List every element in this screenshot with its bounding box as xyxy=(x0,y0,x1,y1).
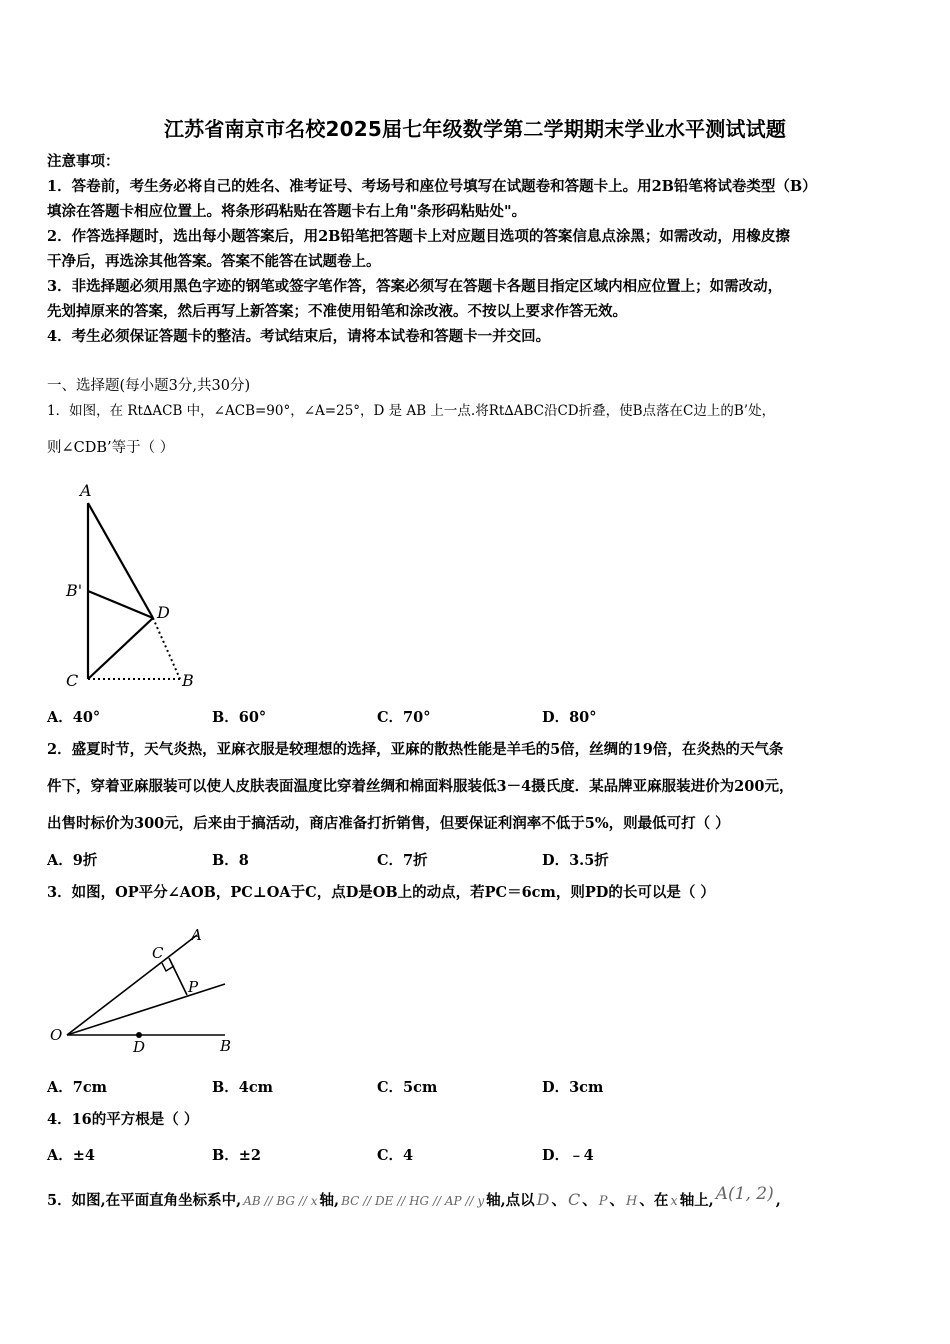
label-C: C xyxy=(152,944,164,962)
label-C: C xyxy=(66,671,79,690)
q1-option-d: D．80° xyxy=(542,709,597,726)
label-A: A xyxy=(80,481,92,500)
q5-math: C xyxy=(568,1190,581,1209)
q5-text: 、 xyxy=(551,1192,566,1209)
notice-line: 1．答卷前，考生务必将自己的姓名、准考证号、考场号和座位号填写在试题卷和答题卡上。用2B铅笔将试卷类型（B） xyxy=(47,178,817,195)
notice-line: 4．考生必须保证答题卡的整洁。考试结束后，请将本试卷和答题卡一并交回。 xyxy=(47,328,551,345)
label-B: B xyxy=(182,671,194,690)
q5-math: AB // BG // x xyxy=(243,1194,318,1208)
q4-option-a: A．±4 xyxy=(47,1147,95,1164)
q5-text: , xyxy=(775,1192,781,1209)
q3-stem: 3．如图，OP平分∠AOB，PC⊥OA于C，点D是OB上的动点，若PC＝6cm，则PD的长可以是（ ） xyxy=(47,884,715,901)
q1-option-c: C．70° xyxy=(377,709,431,726)
q5-text: 、在 xyxy=(639,1192,669,1209)
notice-line: 填涂在答题卡相应位置上。将条形码粘贴在答题卡右上角"条形码粘贴处"。 xyxy=(47,203,527,220)
q3-option-c: C．5cm xyxy=(377,1079,438,1096)
q4-option-d: D．﹣4 xyxy=(542,1147,594,1164)
q5-text: 轴, xyxy=(319,1192,340,1209)
q2-option-a: A．9折 xyxy=(47,852,98,869)
segment-B1D xyxy=(88,591,153,618)
q2-option-c: C．7折 xyxy=(377,852,428,869)
q5-math: P xyxy=(598,1194,608,1209)
q5-text: 轴,点以 xyxy=(486,1192,535,1209)
q5-text: 轴上, xyxy=(679,1192,714,1209)
q3-option-d: D．3cm xyxy=(542,1079,604,1096)
notice-line: 先划掉原来的答案，然后再写上新答案；不准使用铅笔和涂改液。不按以上要求作答无效。 xyxy=(47,303,627,320)
q3-option-b: B．4cm xyxy=(212,1079,274,1096)
q2-stem-line3: 出售时标价为300元，后来由于搞活动，商店准备打折销售，但要保证利润率不低于5%，则最低可打（ ） xyxy=(47,815,730,832)
page-title: 江苏省南京市名校2025届七年级数学第二学期期末学业水平测试试题 xyxy=(163,117,787,141)
label-A: A xyxy=(191,926,202,944)
ray-OA xyxy=(67,935,197,1035)
section-heading: 一、选择题(每小题3分,共30分) xyxy=(47,378,251,394)
q2-stem-line2: 件下，穿着亚麻服装可以使人皮肤表面温度比穿着丝绸和棉面料服装低3－4摄氏度．某品牌亚麻服装进价为200元， xyxy=(47,778,794,795)
segment-CD xyxy=(88,618,153,679)
q3-angle-figure xyxy=(45,920,245,1060)
q5-text: 5．如图,在平面直角坐标系中, xyxy=(47,1192,242,1209)
q2-option-b: B．8 xyxy=(212,852,249,869)
segment-DB-dotted xyxy=(153,618,180,679)
label-O: O xyxy=(50,1026,63,1044)
q5-stem xyxy=(47,1184,781,1212)
q2-stem-line1: 2．盛夏时节，天气炎热，亚麻衣服是较理想的选择，亚麻的散热性能是羊毛的5倍，丝绸的19倍，在炎热的天气条 xyxy=(47,741,784,758)
label-P: P xyxy=(188,978,199,996)
q3-option-a: A．7cm xyxy=(47,1079,108,1096)
notice-line: 干净后，再选涂其他答案。答案不能答在试题卷上。 xyxy=(47,253,381,270)
segment-PC xyxy=(169,958,187,995)
label-D: D xyxy=(157,603,170,622)
q5-math: x xyxy=(670,1194,678,1209)
q4-option-c: C．4 xyxy=(377,1147,414,1164)
label-D: D xyxy=(133,1038,146,1056)
q4-stem: 4．16的平方根是（ ） xyxy=(47,1111,199,1128)
ray-OP xyxy=(67,984,225,1035)
notice-heading: 注意事项： xyxy=(47,153,120,170)
q1-stem-line1: 1．如图，在 Rt∆ACB 中，∠ACB=90°，∠A=25°，D 是 AB 上一点.将Rt∆ABC沿CD折叠，使B点落在C边上的B’处， xyxy=(47,403,776,419)
q5-math: D xyxy=(536,1190,550,1209)
q5-math: BC // DE // HG // AP // y xyxy=(341,1194,485,1208)
segment-AD xyxy=(88,503,153,618)
q1-option-b: B．60° xyxy=(212,709,267,726)
q5-math: A(1, 2) xyxy=(715,1184,774,1204)
q5-text: 、 xyxy=(609,1192,624,1209)
label-B-prime: B' xyxy=(66,581,83,600)
notice-line: 2．作答选择题时，选出每小题答案后，用2B铅笔把答题卡上对应题目选项的答案信息点涂黑；如需改动，用橡皮擦 xyxy=(47,228,790,245)
q1-stem-line2: 则∠CDB’等于（ ） xyxy=(47,440,175,456)
q5-math: H xyxy=(626,1194,638,1209)
q5-text: 、 xyxy=(582,1192,597,1209)
q1-option-a: A．40° xyxy=(47,709,101,726)
q1-triangle-figure xyxy=(60,478,210,693)
q4-option-b: B．±2 xyxy=(212,1147,261,1164)
label-B: B xyxy=(220,1037,232,1055)
q2-option-d: D．3.5折 xyxy=(542,852,609,869)
notice-line: 3．非选择题必须用黑色字迹的钢笔或签字笔作答，答案必须写在答题卡各题目指定区域内相应位置上；如需改动， xyxy=(47,278,783,295)
